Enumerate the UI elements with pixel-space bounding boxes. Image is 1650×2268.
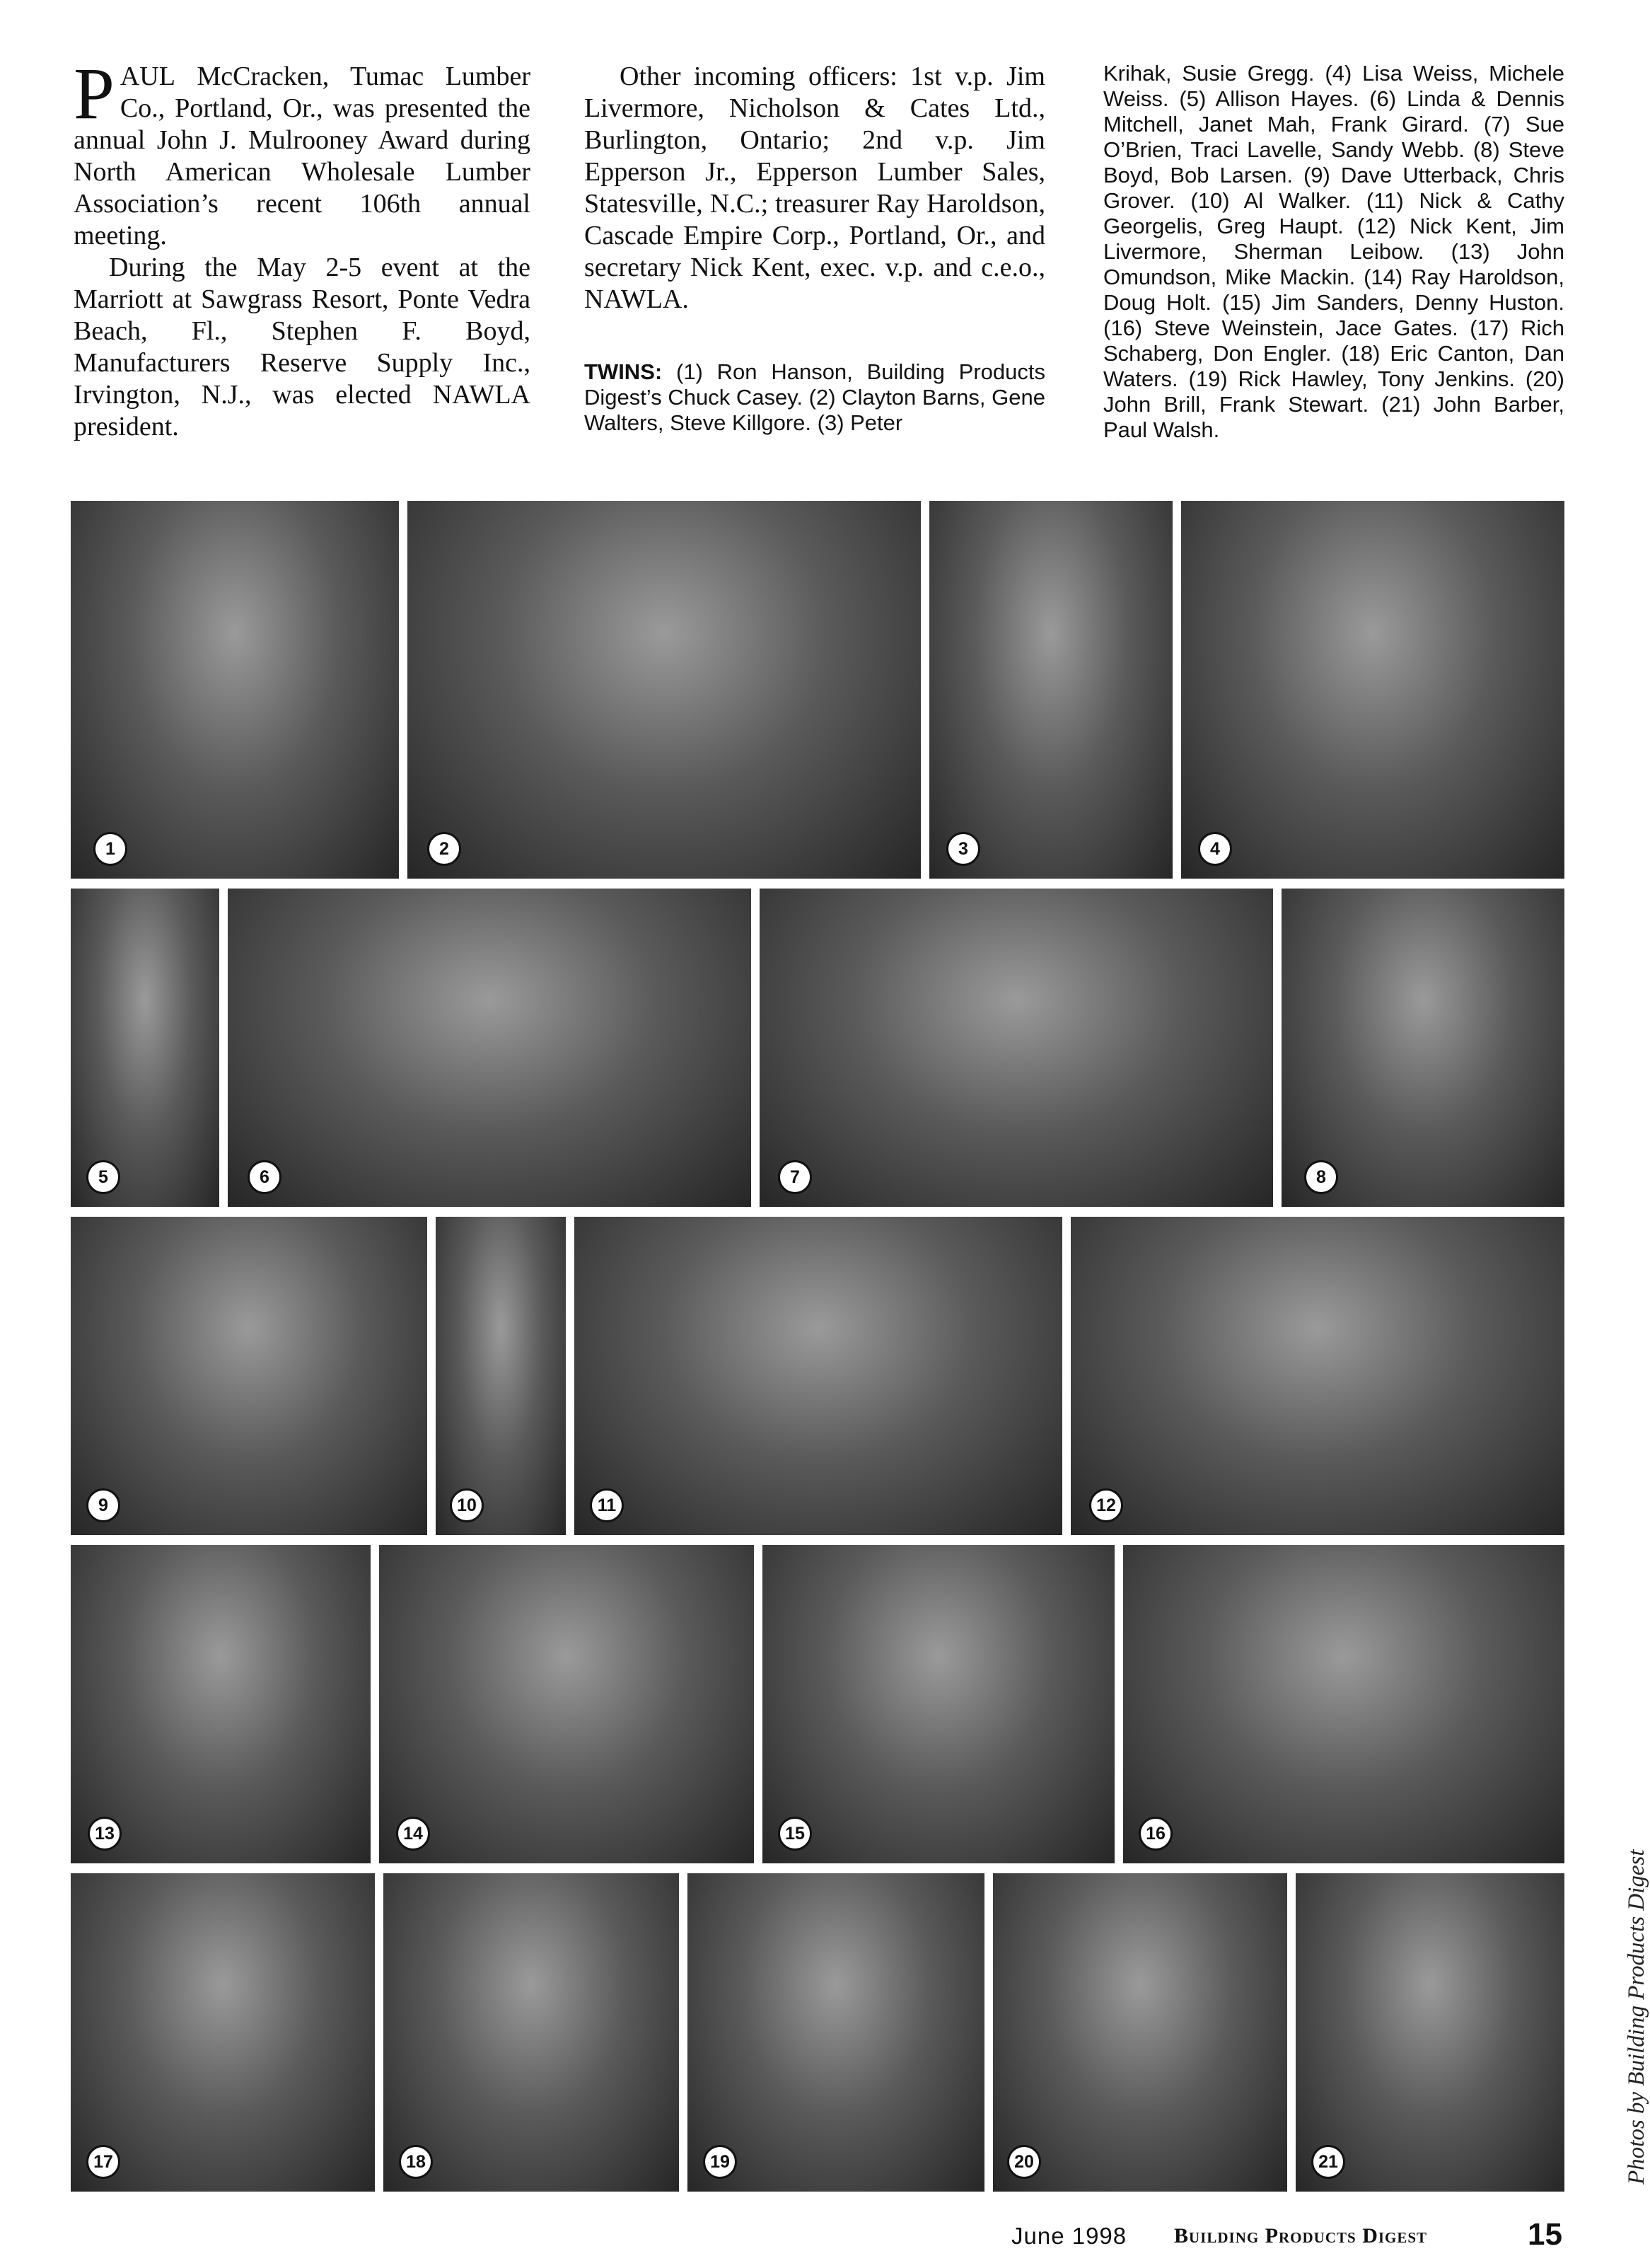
photo-14 xyxy=(379,1545,754,1863)
person-figure xyxy=(228,1951,363,2192)
photo-number-badge: 16 xyxy=(1139,1817,1173,1851)
article-paragraph-3: Other incoming officers: 1st v.p. Jim Livermore, Nicholson & Cates Ltd., Burlington, Ontario; 2nd v.p. Jim Epperson Jr., Epperson Lumber Sales, Statesville, N.C.; treasurer Ray Haroldson, Cascade Empire Corp., Portland, Or., and secretary Nick Kent, exec. v.p. and c.e.o., NAWLA. xyxy=(584,62,1045,314)
footer-date: June 1998 xyxy=(1011,2223,1127,2249)
page-number: 15 xyxy=(1528,2217,1562,2252)
person-figure xyxy=(1427,1951,1562,2192)
photo-11 xyxy=(574,1217,1062,1535)
person-figure xyxy=(535,1951,669,2192)
article-column-2 xyxy=(584,61,1045,436)
person-figure xyxy=(767,638,901,879)
person-figure xyxy=(240,638,374,879)
article-paragraph-1 xyxy=(74,53,530,252)
person-figure xyxy=(417,1623,551,1863)
twins-caption-part-1: (1) Ron Hanson, Building Products Digest’s Chuck Casey. (2) Clayton Barns, Gene Walters, Steve Killgore. (3) Peter xyxy=(584,359,1045,435)
paragraph-1-text: McCracken, Tumac Lumber Co., Portland, Or., was presented the annual John J. Mulrooney Award during North American Wholesale Lumber Association’s recent 106th annual meeting. xyxy=(74,62,530,250)
person-figure xyxy=(1138,1951,1272,2192)
photo-10 xyxy=(436,1217,566,1535)
article-column-1 xyxy=(74,53,530,443)
photo-number-badge: 21 xyxy=(1311,2145,1345,2179)
photo-12 xyxy=(1071,1217,1564,1535)
person-figure xyxy=(582,1623,716,1863)
photo-8 xyxy=(1282,889,1564,1207)
photo-number-badge: 8 xyxy=(1304,1160,1338,1194)
photo-number-badge: 17 xyxy=(86,2145,120,2179)
photo-7 xyxy=(760,889,1273,1207)
person-figure xyxy=(1045,638,1179,879)
person-figure xyxy=(597,638,731,879)
article-body-middle xyxy=(584,61,1045,316)
photo-number-badge: 7 xyxy=(778,1160,812,1194)
person-figure xyxy=(621,966,755,1207)
photo-number-badge: 15 xyxy=(778,1817,812,1851)
photo-number-badge: 3 xyxy=(946,832,980,866)
photo-16 xyxy=(1123,1545,1564,1863)
person-figure xyxy=(1418,1295,1552,1535)
person-figure xyxy=(496,966,630,1207)
person-figure xyxy=(1103,1295,1237,1535)
twins-caption-start xyxy=(584,359,1045,436)
footer-magazine-title: Building Products Digest xyxy=(1174,2224,1428,2247)
drop-cap: P xyxy=(74,53,115,134)
twins-label: TWINS: xyxy=(584,359,663,384)
photo-4 xyxy=(1181,501,1564,879)
person-figure xyxy=(103,1295,238,1535)
person-figure xyxy=(1424,966,1558,1207)
person-figure xyxy=(907,1295,1042,1535)
photo-number-badge: 6 xyxy=(248,1160,281,1194)
photo-number-badge: 20 xyxy=(1007,2145,1041,2179)
photo-number-badge: 10 xyxy=(450,1488,484,1522)
article-body-left xyxy=(74,53,530,443)
person-figure xyxy=(840,1951,975,2192)
photo-6 xyxy=(228,889,751,1207)
photo-number-badge: 19 xyxy=(703,2145,737,2179)
photo-number-badge: 14 xyxy=(396,1817,430,1851)
person-figure xyxy=(1260,1295,1395,1535)
photo-1 xyxy=(71,501,399,879)
photo-number-badge: 4 xyxy=(1198,832,1232,866)
photo-2 xyxy=(407,501,921,879)
person-figure xyxy=(801,1623,935,1863)
photo-15 xyxy=(762,1545,1115,1863)
person-figure xyxy=(949,966,1083,1207)
photo-number-badge: 1 xyxy=(93,832,127,866)
photo-number-badge: 11 xyxy=(590,1488,624,1522)
person-figure xyxy=(956,1623,1091,1863)
person-figure xyxy=(1180,1623,1314,1863)
photo-19 xyxy=(687,1873,984,2192)
person-figure xyxy=(1391,1623,1526,1863)
article-column-3 xyxy=(1103,61,1564,443)
person-figure xyxy=(359,966,494,1207)
photo-number-badge: 5 xyxy=(86,1160,120,1194)
photo-number-badge: 9 xyxy=(86,1488,120,1522)
lead-caps: AUL xyxy=(120,62,175,91)
photo-21 xyxy=(1296,1873,1564,2192)
photo-number-badge: 13 xyxy=(88,1817,122,1851)
person-figure xyxy=(1236,638,1371,879)
photo-20 xyxy=(993,1873,1287,2192)
photo-9 xyxy=(71,1217,427,1535)
photo-13 xyxy=(71,1545,371,1863)
page-footer xyxy=(941,2214,1577,2257)
twins-caption-continued: Krihak, Susie Gregg. (4) Lisa Weiss, Michele Weiss. (5) Allison Hayes. (6) Linda & Dennis Mitchell, Janet Mah, Frank Girard. (7) Sue O’Brien, Traci Lavelle, Sandy Webb. (8) Steve Boyd, Bob Larsen. (9) Dave Utterback, Chris Grover. (10) Al Walker. (11) Nick & Cathy Georgelis, Greg Haupt. (12) Nick Kent, Jim Livermore, Sherman Leibow. (13) John Omundson, Mike Mackin. (14) Ray Haroldson, Doug Holt. (15) Jim Sanders, Denny Huston. (16) Steve Weinstein, Jace Gates. (17) Rich Schaberg, Don Engler. (18) Eric Canton, Dan Waters. (19) Rick Hawley, Tony Jenkins. (20) John Brill, Frank Stewart. (21) John Barber, Paul Walsh. xyxy=(1103,61,1564,442)
photo-18 xyxy=(383,1873,679,2192)
photo-number-badge: 18 xyxy=(399,2145,433,2179)
person-figure xyxy=(1398,638,1532,879)
person-figure xyxy=(219,1623,354,1863)
photo-number-badge: 2 xyxy=(427,832,461,866)
photo-3 xyxy=(929,501,1173,879)
person-figure xyxy=(1119,966,1253,1207)
person-figure xyxy=(267,1295,402,1535)
person-figure xyxy=(751,1295,885,1535)
photo-number-badge: 12 xyxy=(1089,1488,1123,1522)
article-paragraph-2: During the May 2-5 event at the Marriott at Sawgrass Resort, Ponte Vedra Beach, Fl., Stephen F. Boyd, Manufacturers Reserve Supply Inc., Irvington, N.J., was elected NAWLA president. xyxy=(74,253,530,441)
photo-5 xyxy=(71,889,219,1207)
photo-credit: Photos by Building Products Digest xyxy=(1624,1849,1649,2185)
photo-17 xyxy=(71,1873,375,2192)
